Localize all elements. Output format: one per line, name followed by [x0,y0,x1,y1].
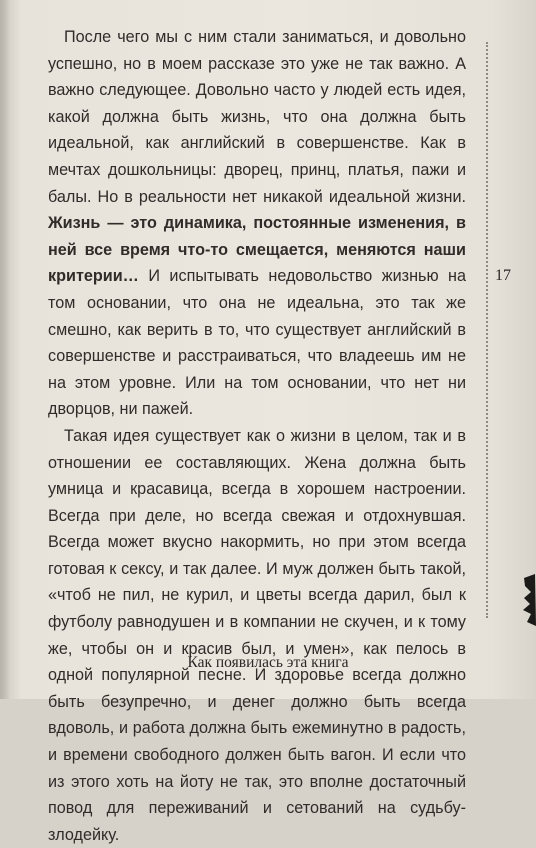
dotted-margin-rule [486,42,488,618]
body-text [48,24,466,848]
running-footer: Как появилась эта книга [187,654,349,671]
paragraph [48,24,466,423]
paragraph: Такая идея существует как о жизни в целом, так и в отношении ее составляющих. Жена должна быть умница и красавица, всегда в хорошем настроении. Всегда при деле, но всегда свежая и отдохнувшая. Всегда может вкусно накормить, но при этом всегда готовая к сексу, и так далее. И муж должен быть такой, «чтоб не пил, не курил, и цветы всегда дарил, был к футболу равнодушен и в компании не скучен, и к тому же, чтобы он и красив был, и умен», как пелось в одной популярной песне. И здоровье всегда должно быть безупречно, и денег должно быть всегда вдоволь, и работа должна быть ежеминутно в радость, и времени свободного должен быть вагон. И если что из этого хоть на йоту не так, это вполне достаточный повод для переживаний и сетований на судьбу-злодейку. [48,426,466,844]
paragraph-tail: И испытывать недовольство жизнью на том основании, что она не идеальна, это так же смешно, как верить в то, что существует английский в совершенстве и расстраиваться, что владеешь им не на этом уровне. Или на том основании, что нет ни дворцов, ни пажей. [48,267,466,419]
ink-smudge-mark [522,574,536,626]
paragraph-lead: После чего мы с ним стали заниматься, и довольно успешно, но в моем рассказе это уже не так важно. А важно следующее. Довольно часто у людей есть идея, какой должна быть жизнь, что она должна быть идеальной, как английский в совершенстве. Как в мечтах дошкольницы: дворец, принц, платья, пажи и балы. Но в реальности нет никакой идеальной жизни. [48,28,466,206]
page-gutter-shadow [0,0,10,699]
paragraph-bold-emphasis: Жизнь — это динамика, постоянные изменения, в ней все время что-то смещается, меняются наши критерии… [48,214,466,286]
page-number: 17 [495,267,511,284]
